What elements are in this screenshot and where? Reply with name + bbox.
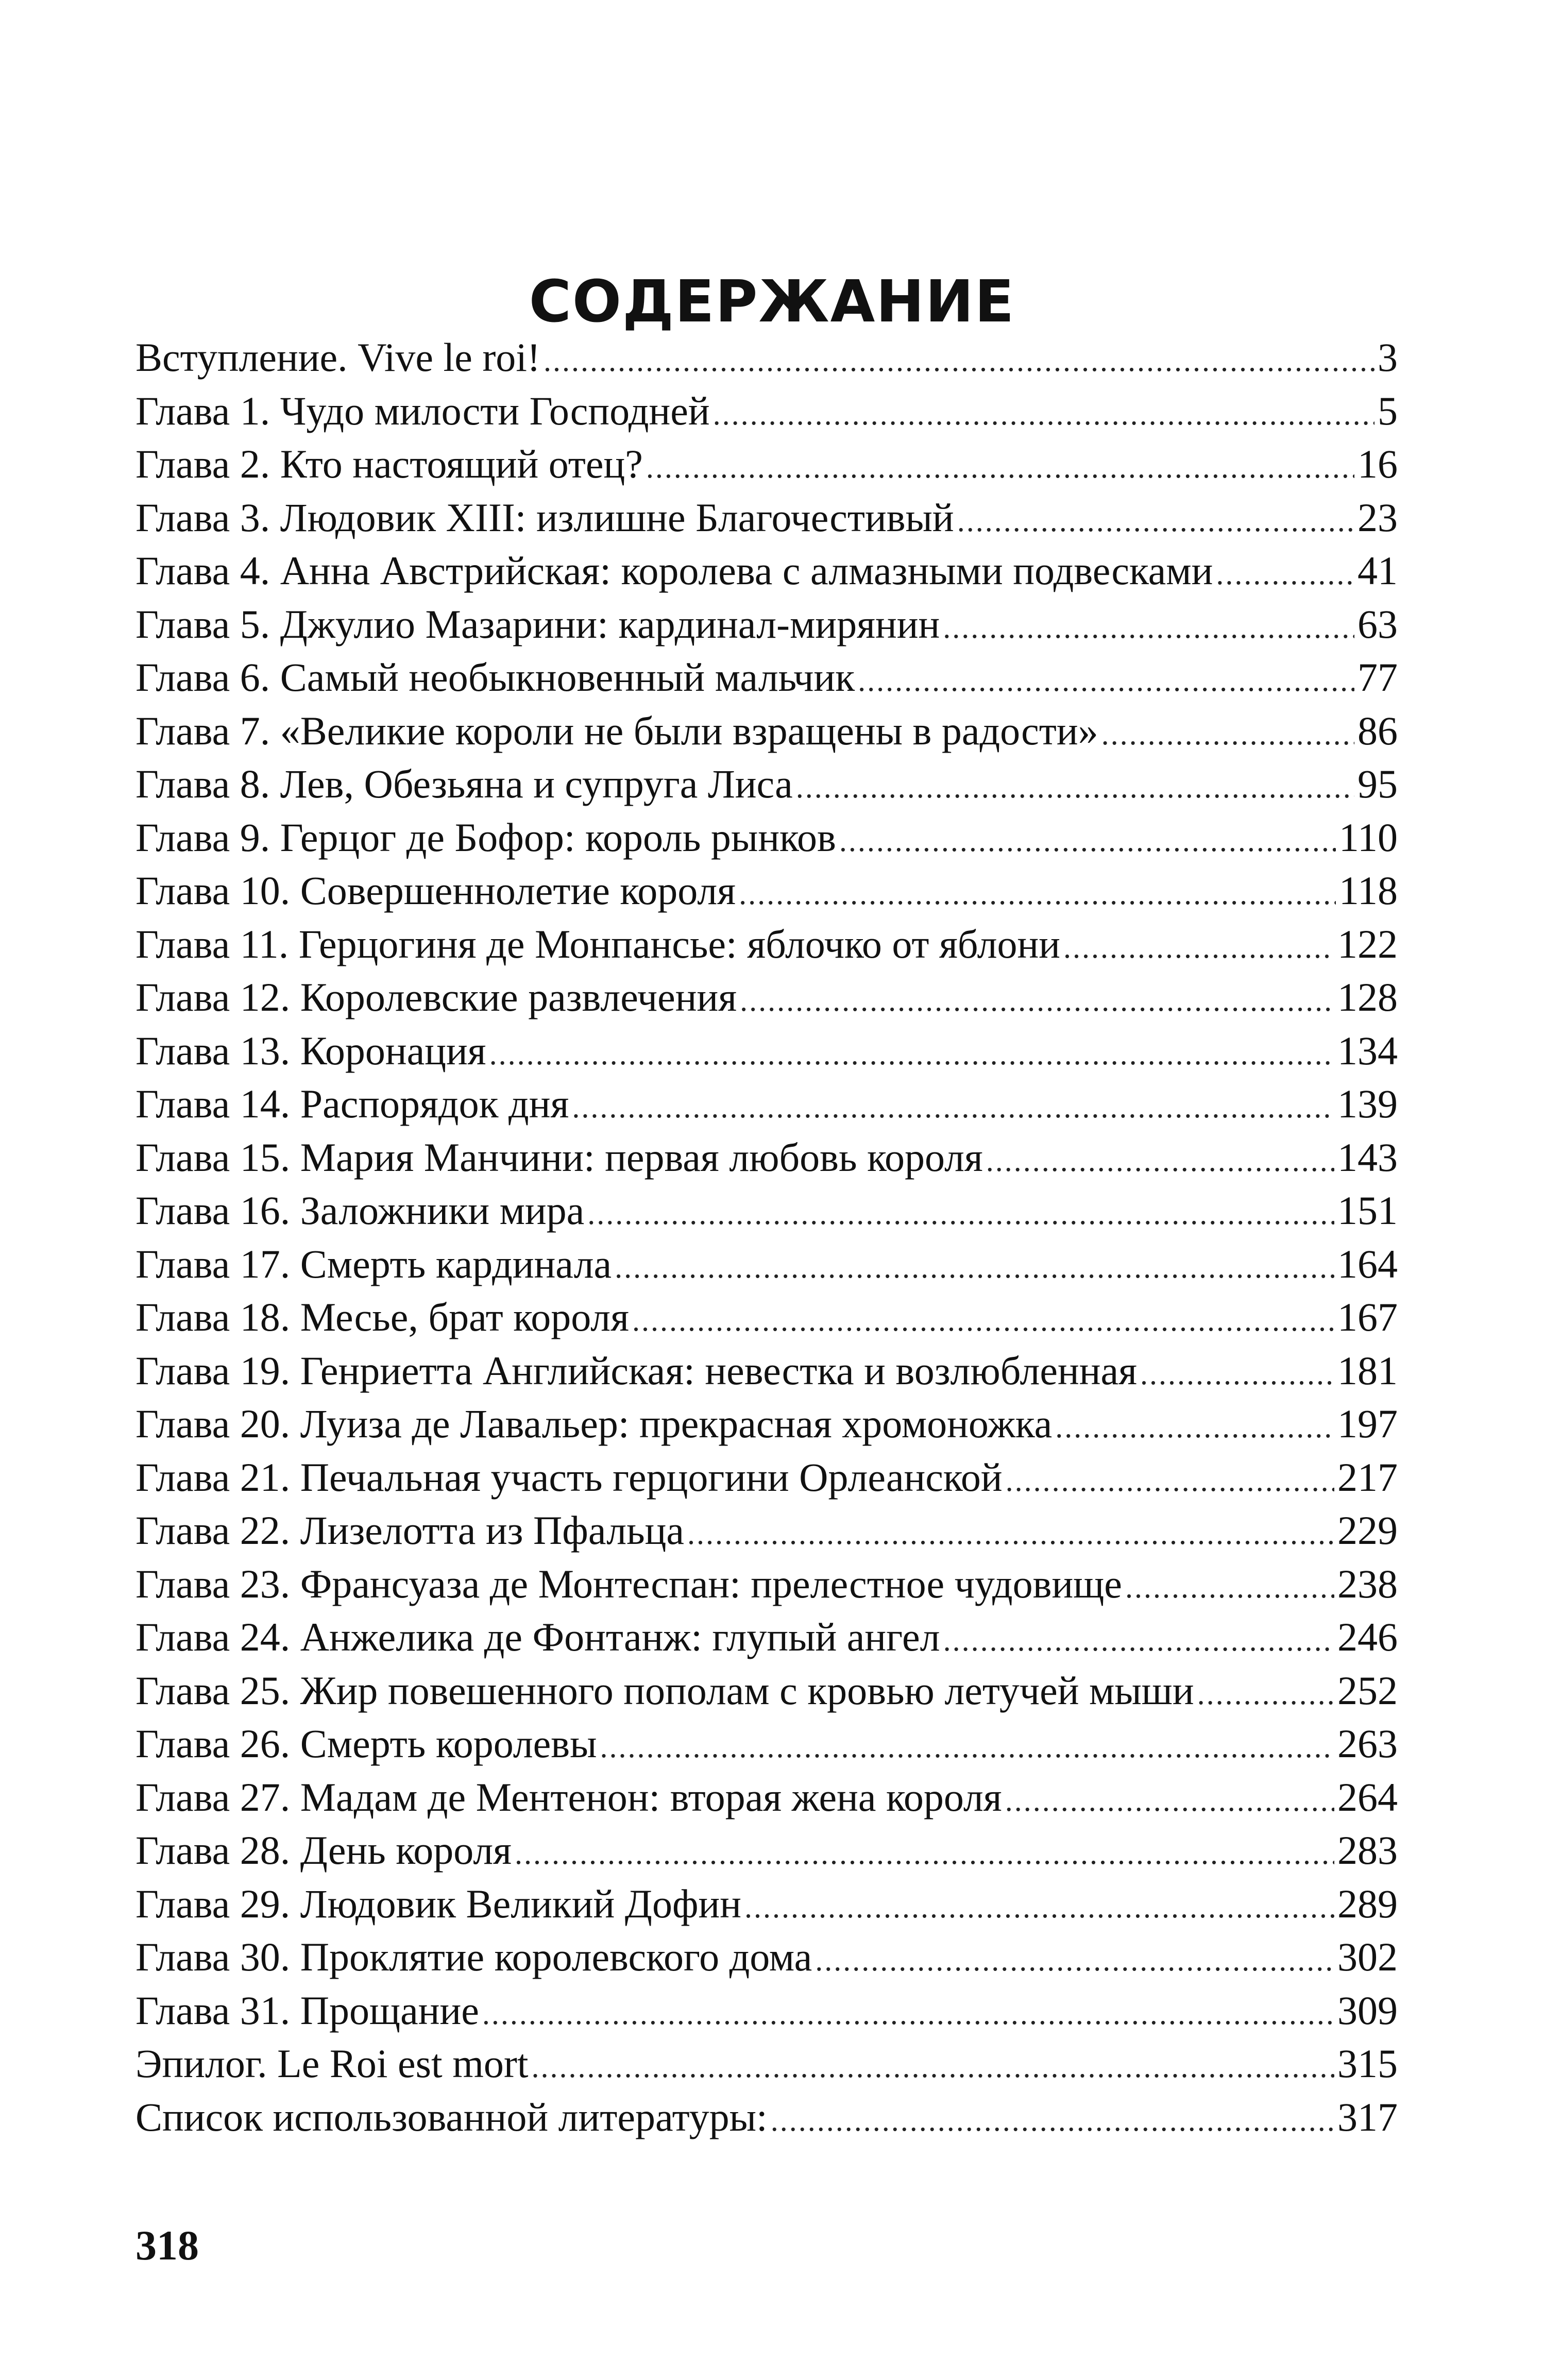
toc-entry-title: Глава 12. Королевские развлечения (135, 975, 737, 1019)
toc-entry-page: 23 (1358, 495, 1398, 540)
dot-leader (646, 441, 1354, 495)
dot-leader (587, 1187, 1334, 1241)
toc-entry (135, 491, 1398, 545)
toc-entry-page: 134 (1337, 1028, 1398, 1073)
toc-entry-title: Глава 28. День короля (135, 1828, 512, 1873)
toc-entry-page: 283 (1337, 1828, 1398, 1873)
toc-entry-title: Глава 15. Мария Манчини: первая любовь короля (135, 1134, 983, 1180)
toc-entry (135, 437, 1398, 491)
toc-entry-title: Глава 26. Смерть королевы (135, 1721, 597, 1766)
toc-entry-page: 63 (1358, 601, 1398, 647)
toc-entry-title: Эпилог. Le Roi est mort (135, 2041, 529, 2086)
toc-entry (135, 2090, 1398, 2144)
page-number: 318 (135, 2222, 199, 2269)
dot-leader (740, 974, 1334, 1028)
toc-entry-page: 229 (1337, 1508, 1398, 1553)
toc-entry-title: Глава 6. Самый необыкновенный мальчик (135, 655, 855, 700)
toc-entry-page: 110 (1338, 814, 1398, 860)
toc-entry-page: 317 (1337, 2094, 1398, 2139)
toc-entry-page: 217 (1337, 1454, 1398, 1500)
toc-entry-page: 3 (1378, 335, 1398, 380)
toc-entry (135, 1610, 1398, 1664)
toc-entry-page: 16 (1358, 441, 1398, 486)
dot-leader (1006, 1454, 1334, 1508)
dot-leader (1140, 1348, 1334, 1401)
dot-leader (1216, 548, 1354, 601)
toc-entry (135, 704, 1398, 758)
toc-entry-page: 252 (1337, 1668, 1398, 1713)
toc-list (135, 331, 1398, 2144)
dot-leader (796, 761, 1354, 814)
toc-entry-page: 238 (1337, 1561, 1398, 1606)
toc-entry-page: 167 (1337, 1295, 1398, 1339)
toc-entry-title: Глава 25. Жир повешенного пополам с кровью летучей мыши (135, 1668, 1194, 1713)
toc-entry-title: Глава 27. Мадам де Ментенон: вторая жена короля (135, 1774, 1002, 1820)
dot-leader (771, 2094, 1334, 2148)
dot-leader (713, 388, 1375, 441)
toc-entry-page: 118 (1338, 868, 1398, 913)
toc-entry-title: Глава 24. Анжелика де Фонтанж: глупый ангел (135, 1614, 940, 1659)
toc-entry (135, 331, 1398, 384)
toc-entry (135, 2037, 1398, 2090)
toc-entry-title: Глава 29. Людовик Великий Дофин (135, 1881, 741, 1926)
dot-leader (482, 1987, 1334, 2041)
toc-entry-title: Глава 16. Заложники мира (135, 1188, 585, 1233)
dot-leader (1125, 1561, 1334, 1614)
dot-leader (839, 814, 1336, 868)
toc-entry-title: Глава 13. Коронация (135, 1028, 486, 1073)
toc-entry (135, 864, 1398, 917)
dot-leader (532, 2041, 1334, 2094)
toc-entry-title: Глава 8. Лев, Обезьяна и супруга Лиса (135, 761, 793, 806)
toc-entry-page: 139 (1337, 1081, 1398, 1126)
toc-entry-page: 122 (1337, 921, 1398, 966)
toc-entry (135, 1451, 1398, 1504)
toc-entry (135, 1930, 1398, 1984)
toc-entry (135, 811, 1398, 864)
toc-entry-page: 143 (1337, 1134, 1398, 1180)
dot-leader (687, 1507, 1334, 1561)
toc-entry-title: Список использованной литературы: (135, 2094, 768, 2139)
toc-entry-title: Глава 31. Прощание (135, 1987, 479, 2033)
dot-leader (957, 495, 1354, 548)
toc-entry-page: 151 (1337, 1188, 1398, 1233)
toc-entry-title: Глава 30. Проклятие королевского дома (135, 1934, 812, 1979)
toc-entry (135, 1877, 1398, 1931)
toc-entry-page: 246 (1337, 1614, 1398, 1659)
dot-leader (739, 868, 1336, 921)
toc-entry (135, 598, 1398, 651)
toc-entry (135, 1237, 1398, 1291)
toc-entry-title: Глава 1. Чудо милости Господней (135, 388, 710, 433)
toc-entry (135, 1984, 1398, 2037)
toc-entry-page: 264 (1337, 1774, 1398, 1820)
toc-entry (135, 1344, 1398, 1398)
toc-entry (135, 971, 1398, 1024)
dot-leader (1063, 921, 1334, 975)
toc-entry-page: 77 (1358, 655, 1398, 700)
dot-leader (572, 1081, 1334, 1134)
toc-entry (135, 1664, 1398, 1718)
dot-leader (943, 601, 1354, 655)
dot-leader (744, 1881, 1334, 1934)
toc-entry-title: Глава 18. Месье, брат короля (135, 1295, 629, 1339)
dot-leader (632, 1294, 1334, 1348)
toc-entry (135, 1131, 1398, 1184)
dot-leader (489, 1028, 1334, 1081)
toc-entry-page: 5 (1378, 388, 1398, 433)
toc-entry-title: Глава 11. Герцогиня де Монпансье: яблочко от яблони (135, 921, 1060, 966)
dot-leader (1005, 1774, 1334, 1828)
toc-entry-page: 197 (1337, 1401, 1398, 1446)
dot-leader (600, 1721, 1334, 1774)
toc-entry-title: Глава 23. Франсуаза де Монтеспан: прелестное чудовище (135, 1561, 1122, 1606)
toc-entry-title: Вступление. Vive le roi! (135, 335, 540, 380)
toc-entry-page: 128 (1337, 975, 1398, 1019)
toc-entry (135, 1397, 1398, 1451)
toc-entry-page: 164 (1337, 1241, 1398, 1286)
toc-entry-title: Глава 10. Совершеннолетие короля (135, 868, 736, 913)
dot-leader (986, 1134, 1334, 1188)
toc-entry-page: 309 (1337, 1987, 1398, 2033)
dot-leader (858, 654, 1354, 708)
toc-entry-title: Глава 2. Кто настоящий отец? (135, 441, 643, 486)
toc-entry (135, 1024, 1398, 1078)
toc-entry (135, 1077, 1398, 1131)
dot-leader (544, 334, 1375, 388)
toc-entry (135, 384, 1398, 438)
toc-entry-page: 95 (1358, 761, 1398, 806)
toc-entry-title: Глава 9. Герцог де Бофор: король рынков (135, 814, 836, 860)
toc-entry-page: 289 (1337, 1881, 1398, 1926)
dot-leader (1055, 1401, 1334, 1454)
toc-entry-page: 86 (1358, 708, 1398, 753)
toc-entry-page: 302 (1337, 1934, 1398, 1979)
toc-entry-title: Глава 21. Печальная участь герцогини Орлеанской (135, 1454, 1003, 1500)
toc-entry (135, 1824, 1398, 1877)
toc-entry-page: 263 (1337, 1721, 1398, 1766)
toc-entry (135, 651, 1398, 704)
toc-entry (135, 544, 1398, 598)
toc-entry-page: 181 (1337, 1348, 1398, 1393)
dot-leader (1101, 708, 1354, 761)
toc-entry (135, 1771, 1398, 1824)
dot-leader (943, 1614, 1334, 1668)
toc-entry (135, 1557, 1398, 1611)
toc-entry-title: Глава 3. Людовик XIII: излишне Благочестивый (135, 495, 954, 540)
toc-entry-title: Глава 4. Анна Австрийская: королева с алмазными подвесками (135, 548, 1213, 593)
toc-entry-page: 315 (1337, 2041, 1398, 2086)
dot-leader (815, 1934, 1334, 1987)
toc-entry-title: Глава 14. Распорядок дня (135, 1081, 569, 1126)
toc-entry-title: Глава 7. «Великие короли не были взращены в радости» (135, 708, 1098, 753)
toc-entry-title: Глава 20. Луиза де Лавальер: прекрасная хромоножка (135, 1401, 1053, 1446)
toc-entry-title: Глава 17. Смерть кардинала (135, 1241, 612, 1286)
dot-leader (1197, 1668, 1334, 1721)
toc-heading: СОДЕРЖАНИЕ (529, 268, 1015, 336)
dot-leader (615, 1241, 1334, 1295)
toc-entry-title: Глава 5. Джулио Мазарини: кардинал-мирянин (135, 601, 940, 647)
toc-entry (135, 757, 1398, 811)
toc-entry (135, 1184, 1398, 1237)
toc-entry (135, 1717, 1398, 1771)
toc-entry-page: 41 (1358, 548, 1398, 593)
toc-entry (135, 1504, 1398, 1557)
toc-entry-title: Глава 22. Лизелотта из Пфальца (135, 1508, 684, 1553)
toc-entry (135, 917, 1398, 971)
dot-leader (515, 1827, 1334, 1881)
toc-entry-title: Глава 19. Генриетта Английская: невестка и возлюбленная (135, 1348, 1137, 1393)
toc-entry (135, 1290, 1398, 1344)
